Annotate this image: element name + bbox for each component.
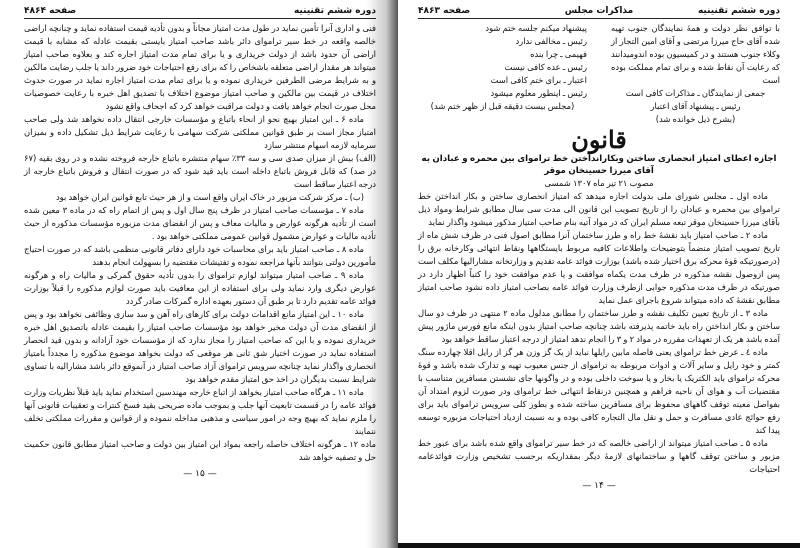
journal-title: مذاکرات مجلس bbox=[564, 6, 634, 16]
page-label: صفحه ۴۸۶۳ bbox=[418, 6, 471, 16]
page-number: — ۱۴ — bbox=[582, 481, 616, 491]
article-11: ماده ۱۱ ـ هرگاه صاحب امتیاز بخواهد از اتباع خارجه مهندسین استخدام نماید باید قبلاً نظریات وزارت فوائد عامه را در قسمت تابعیت آنها جلب و بموجب ماده صریحی بقید فسخ کنترات و تعقیبات قانونی آنها را ملزم نماید که بهیچ وجه در امور سیاسی و مذهبی مداخله ننموده و از قوانین و مقررات مملکتی تخلف ننمایند bbox=[24, 387, 376, 436]
page-label: صفحه ۴۸۶۴ bbox=[24, 6, 77, 16]
page-header bbox=[418, 5, 780, 19]
scan-edge bbox=[398, 543, 800, 548]
series-label: دوره ششم تقنینیه bbox=[697, 6, 780, 16]
approval-date: مصوب ۲۱ تیر ماه ۱۳۰۷ شمسی bbox=[544, 178, 654, 188]
law-subtitle: اجازه اعطای امتیاز انحصاری ساختن وبکارانداختن خط تراموای بین محمره و عبادان به آقای میرزا حسینخان موقر bbox=[421, 154, 777, 176]
article-4: ماده ٤ ـ عرض خط تراموای یعنی فاصله مابین رایلها نباید از یک گز وزن هر گز از رایل اقلا چهارده سنگ کمتر و خود رایل و سایر آلات و ادوات مربوطه به تراموای از جنس معیوب تهیه و تدارک شده باشد و قوهٔ محرکه تراموای باید الکتریک یا بخار و یا سوخت داخلی بوده و در واگونها جای نشستن مسافرین متناسب با مقتضیات آب و هوای آن ناحیه فراهم و همچنین درنقاط انتهائی خط تراموای ودر صورت لزوم امتداد آن بفواصل معینه توقف گاههای محفوظ برای مسافرین ساخته شده و بطور کلی سرویس تراموای باید برای رفع حوائج عادی مسافرت و حمل و نقل مال التجاره کافی بوده و به نسبت ازدیاد احتیاجات مزبوره توسعه پیدا کند bbox=[418, 347, 780, 435]
debate-line: فهیمی ـ چرا بنده bbox=[530, 49, 587, 59]
article-10: ماده ۱۰ ـ این امتیاز مانع اقدامات دولت برای کارهای راه آهن و سد سازی وظائفی نخواهد بود و پس از انقضای مدت آن دولت مخیر خواهد بود مؤسسات صاحب امتیاز را بقیمت عادله باتصدیق اهل خبره خریداری نموده و با این که صاحب امتیاز را مجاز ندارد که از مؤسسات خود آزادانه و بدون قید انحصار استفاده نماید در صورت اختیار شق ثانی هر موقعی که دولت بخواهد موضوع مذکوره را مجدداً بامتیاز انحصاری واگذار نماید چنانچه سرویس تراموای آزاد صاحب امتیاز در آنموقع دائر باشد مشارالیه با تساوی شرایط نسبت بدیگران در اخذ حق امتیاز مقدم خواهد بود bbox=[24, 309, 376, 384]
debate-line: پیشنهاد میکنم جلسه ختم شود bbox=[485, 23, 587, 33]
right-page bbox=[398, 0, 800, 548]
debate-line: با توافق نظر دولت و همهٔ نمایندگان جنوب تهیه شده آقای حاج میرزا مرتضی و آقای امین التجار از وکلاء جنوب هستند و در کمیسیون بوده اندومیدانند که رعایت آن نقاط شده و برای تمام مملکت بوده است bbox=[611, 23, 780, 85]
debate-line: رئیس ـ اینطور معلوم میشود bbox=[490, 88, 587, 98]
article-6: ماده ۶ ـ این امتیاز بهیچ نحو از انحاء باتباع و مؤسسات خارجی انتقال داده نخواهد شد ولی صاحب امتیاز مجاز است بر طبق قوانین مملکتی شرکت سهامی با رعایت شرایط ذیل تشکیل داده و بمیزان سرمایه لازمه اسهام منتشر سازد bbox=[24, 114, 376, 150]
debate-line: (مجلس بیست دقیقه قبل از ظهر ختم شد) bbox=[430, 101, 575, 111]
paragraph: فنی و اداری آنرا تأمین نماید در طول مدت امتیاز مجاناً و بدون تأدیه قیمت استفاده نماید و چنانچه اراضی خالصه واقعه در خط سیر تراموای دائر باشد صاحب امتیاز بایستی بقیمت عادله که مشابه با قیمت اراضی آن حدود باشد از دولت خریداری و یا برای تمام مدت امتیاز اجاره کند و بعلاوه صاحب امتیاز میتواند هر مقدار اراضی متعلقه باشخاص را که برای رفع احتیاجات خود ضرور داند یا جلب رضایت مالکین و به شرایط مرضی الطرفین خریداری نموده و یا برای تمام مدت امتیاز اجاره نماید در صورت حدوث اختلاف در قیمت بین مالکین و صاحب امتیاز موضوع اختلاف با تصدیق اهل خبره با رعایت خصوصیات محل صورت انجام خواهد یافت و دولت مراقبت خواهد کرد که اجحاف واقع نشود bbox=[24, 23, 376, 111]
clause-a: (الف) بیش از میزان صدی سی و سه ۳۳٪ سهام منتشره باتباع خارجه فروخته نشده و در روی بقیه (۶۷ در صد) که قابل فروش باتباع داخله است باید قید شود که در صورت انتقال و فروش باتباع خارجه از درجه اعتبار ساقط است bbox=[24, 153, 376, 189]
debate-column-left bbox=[418, 22, 587, 126]
article-9: ماده ۹ ـ صاحب امتیاز میتواند لوازم تراموای را بدون تأدیه حقوق گمرکی و مالیات راه و هرگونه عوارض دیگری وارد نماید ولی برای استفاده از این معافیت باید صورت لوازم مذکوره را قبلاً بوزارت فوائد عامه تقدیم دارد تا بر طبق آن دستور بعهده اداره گمرکات صادر گردد bbox=[24, 270, 376, 306]
article-5: ماده ۵ ـ صاحب امتیاز میتواند از اراضی خالصه که در خط سیر تراموای واقع شده باشد برای عبور خط مزبور و ساختن توقف گاهها و ساختمانهای لازمهٔ دیگر بمقداریکه برحسب تشخیص وزارت فوائدعامه احتیاجات bbox=[418, 438, 780, 474]
law-title: قانون bbox=[571, 125, 627, 154]
article-1: ماده اول ـ مجلس شورای ملی بدولت اجازه میدهد که امتیاز انحصاری ساختن و بکار انداختن خط تراموای بین محمره و عبادان را از تاریخ تصویب این قانون الی مدت سی سال مطابق شرایط ومواد ذیل بآقای میرزا حسینخان موقر تبعه مسلم ایران که در مواد آتیه بنام صاحب امتیاز مذکور میشود واگذار نماید bbox=[418, 191, 780, 227]
debate-line: رئیس ـ عده کافی نیست bbox=[504, 62, 587, 72]
debate-line: اعتبار ـ برای ختم کافی است bbox=[490, 75, 587, 85]
debate-line: رئیس ـ مخالفی ندارد bbox=[515, 36, 587, 46]
debate-line: (بشرح ذیل خوانده شد) bbox=[655, 114, 736, 124]
page-body bbox=[24, 22, 376, 464]
article-2: ماده ۲ ـ صاحب امتیاز باید نقشهٔ خط راه و طرز ساختمان آنرا مطابق اصول فنی در ظرف شش ماه از تاریخ تصویب امتیاز منضماً بتوضیحات واطلاعات کافیه مربوط بایستگاهها ونقاط انتهائی وکارخانه برق را (درصورتیکه قوهٔ محرکه برق اختیار شده باشد) بوزارت فوائد عامه تقدیم و وزارتخانه مشارالیها مکلف است پس ازوصول نقشه مذکوره در ظرف مدت یکماه موافقت و یا عدم موافقت خود را کتباً اظهار دارد در صورتیکه در ظرف مدت مذکوره جوابی ازطرف وزارت فوائد عامه بصاحب امتیاز داده نشود صاحب امتیاز مطابق نقشهٔ که داده میتواند شروع باجرای عمل نماید bbox=[418, 230, 780, 305]
page-body bbox=[418, 22, 780, 476]
debate-columns bbox=[418, 22, 780, 126]
series-label: دوره ششم تقنینیه bbox=[293, 6, 376, 16]
page-header bbox=[24, 5, 376, 19]
debate-line: جمعی از نمایندگان ـ مذاکرات کافی است bbox=[625, 88, 766, 98]
article-3: ماده ۳ ـ از تاریخ تعیین تکلیف نقشه و طرز ساختمان را مطابق مدلول ماده ۲ منتهی در ظرف دو سال ساختن و بکار انداختن راه باید خاتمه پذیرفته باشد چنانچه صاحب امتیاز بدون اینکه مانع فورس ماژور پیش آمده باشد هر یک از تعهدات مقرره در مواد ۲ و ۳ را انجام ندهد امتیاز از درجه اعتبار ساقط خواهد بود bbox=[418, 308, 780, 344]
page-number: — ۱۵ — bbox=[183, 469, 217, 479]
debate-column-right bbox=[611, 22, 780, 126]
debate-line: رئیس ـ پیشنهاد آقای اعتبار bbox=[650, 101, 741, 111]
left-page bbox=[0, 0, 398, 548]
article-7: ماده ۷ ـ مؤسسات صاحب امتیاز در ظرف پنج سال اول و پس از اتمام راه که در ماده ۳ معین شده است از تأدیه هرگونه عوارض و مالیات معاف و پس از انقضای مدت مزبوره مؤسسات مذکوره از حیث تأدیه مالیات و عوارض مشمول قوانین عمومی مملکتی خواهد بود . bbox=[24, 205, 376, 241]
clause-b: (ب) ـ مرکز شرکت مزبور در خاک ایران واقع است و از هر حیث تابع قوانین ایران خواهد بود bbox=[55, 192, 364, 202]
article-12: ماده ۱۲ ـ هرگونه اختلاف حاصله راجعه بمواد این امتیاز بین دولت و صاحب امتیاز مطابق قانون حکمیت حل و تصفیه خواهد شد bbox=[24, 439, 376, 462]
article-8: ماده ۸ ـ صاحب امتیاز باید برای محاسبات خود دارای دفاتر قانونی منظمی باشد که در صورت احتیاج مأمورین دولتی بتوانند بآنها مراجعه نموده و تفتیشات مقتضیه را بسهولت انجام بدهند bbox=[24, 244, 376, 267]
